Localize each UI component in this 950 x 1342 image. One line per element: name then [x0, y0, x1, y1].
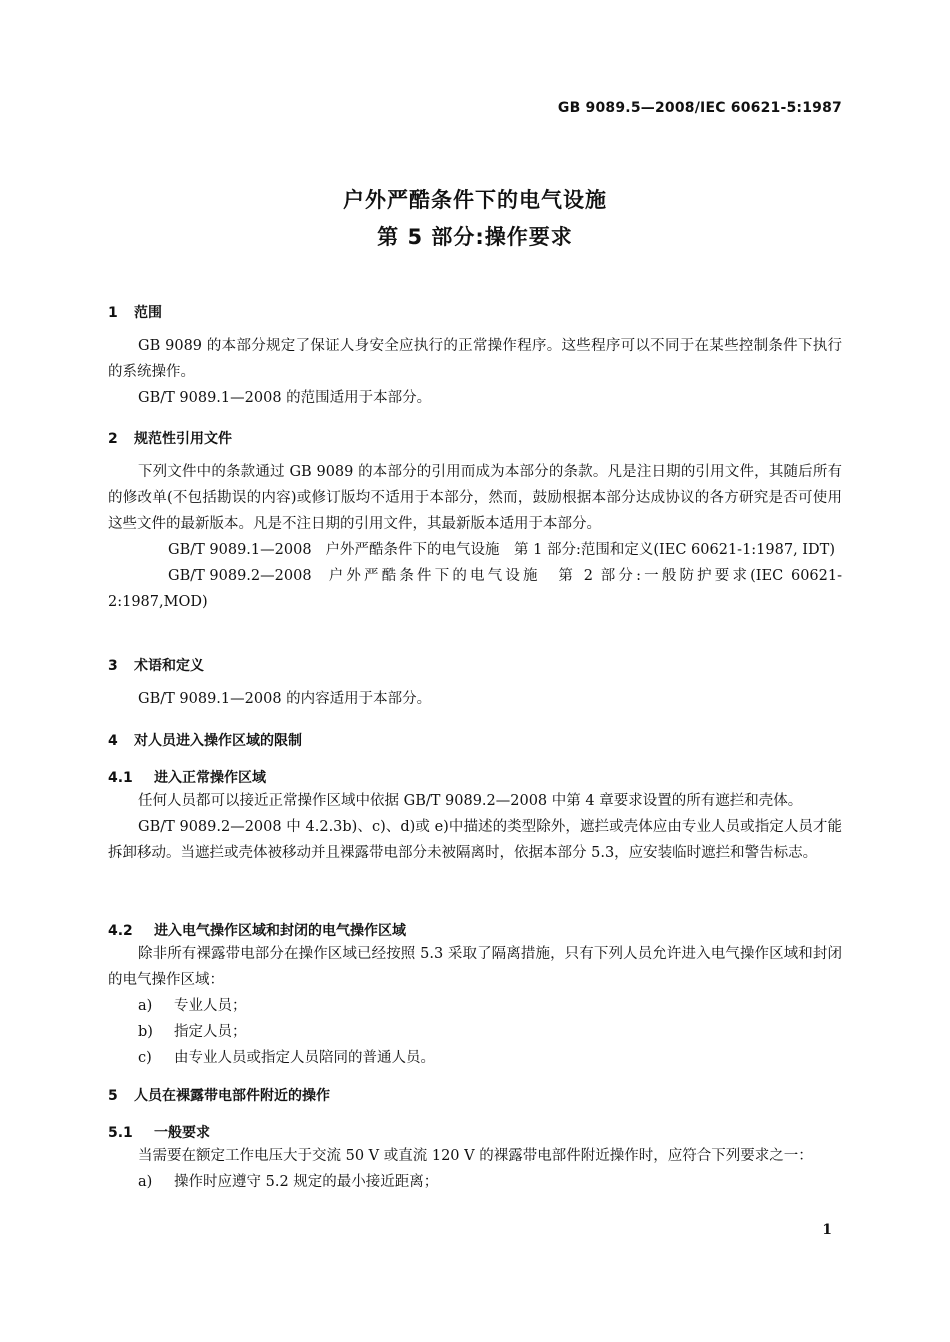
reference-code: GB/T 9089.1—2008 — [168, 542, 312, 558]
section-number: 4 — [108, 733, 118, 749]
document-subtitle: 第 5 部分:操作要求 — [377, 225, 573, 249]
paragraph: GB/T 9089.1—2008 的范围适用于本部分。 — [138, 390, 432, 406]
section-title: 对人员进入操作区域的限制 — [134, 733, 302, 749]
section-4 — [108, 730, 842, 750]
section-title: 人员在裸露带电部件附近的操作 — [134, 1088, 330, 1104]
subsection-number: 5.1 — [108, 1125, 133, 1141]
section-4-heading — [108, 730, 842, 750]
section-2-heading — [108, 428, 842, 448]
section-3-heading — [108, 655, 842, 675]
reference-title: 户外严酷条件下的电气设施 第 1 部分:范围和定义(IEC 60621-1:1987, IDT) — [325, 542, 835, 558]
subsection-5-1 — [108, 1122, 842, 1142]
subsection-heading — [108, 920, 842, 940]
list-marker: a) — [138, 998, 153, 1014]
page-number: 1 — [822, 1222, 832, 1238]
subsection-number: 4.2 — [108, 923, 133, 939]
section-number: 5 — [108, 1088, 118, 1104]
reference-code: GB/T 9089.2—2008 — [168, 568, 312, 584]
subsection-heading — [108, 1122, 842, 1142]
subsection-5-1-body — [108, 1143, 842, 1195]
list-item — [108, 1169, 842, 1195]
standard-code: GB 9089.5—2008/IEC 60621-5:1987 — [557, 100, 842, 116]
list-text: 指定人员； — [174, 1024, 247, 1040]
paragraph: 下列文件中的条款通过 GB 9089 的本部分的引用而成为本部分的条款。凡是注日期的引用文件，其随后所有的修改单(不包括勘误的内容)或修订版均不适用于本部分，然而，鼓励根据本部分达成协议的各方研究是否可使用这些文件的最新版本。凡是不注日期的引用文件，其最新版本适用于本部分。 — [108, 464, 842, 532]
paragraph: GB 9089 的本部分规定了保证人身安全应执行的正常操作程序。这些程序可以不同于在某些控制条件下执行的系统操作。 — [108, 338, 842, 380]
section-1 — [108, 302, 842, 322]
subsection-4-1 — [108, 767, 842, 787]
section-title: 规范性引用文件 — [134, 431, 232, 447]
section-number: 1 — [108, 305, 118, 321]
section-title: 范围 — [134, 305, 162, 321]
subsection-heading — [108, 767, 842, 787]
list-item — [108, 1045, 842, 1071]
section-2 — [108, 428, 842, 448]
subsection-4-2-body — [108, 941, 842, 1071]
section-3-body — [108, 686, 842, 712]
list-text: 专业人员； — [174, 998, 247, 1014]
list-item — [108, 1019, 842, 1045]
section-2-body — [108, 459, 842, 615]
section-1-body — [108, 333, 842, 411]
document-title: 户外严酷条件下的电气设施 — [343, 188, 607, 212]
list-marker: b) — [138, 1024, 153, 1040]
paragraph: 当需要在额定工作电压大于交流 50 V 或直流 120 V 的裸露带电部件附近操作时，应符合下列要求之一： — [138, 1148, 813, 1164]
paragraph: 任何人员都可以接近正常操作区域中依据 GB/T 9089.2—2008 中第 4 章要求设置的所有遮拦和壳体。 — [138, 793, 803, 809]
subsection-title: 进入正常操作区域 — [154, 770, 266, 786]
normative-reference-2 — [108, 563, 842, 615]
subsection-title: 一般要求 — [154, 1125, 210, 1141]
subsection-title: 进入电气操作区域和封闭的电气操作区域 — [154, 923, 406, 939]
paragraph: 除非所有裸露带电部分在操作区域已经按照 5.3 采取了隔离措施，只有下列人员允许进入电气操作区域和封闭的电气操作区域： — [108, 946, 842, 988]
list-text: 由专业人员或指定人员陪同的普通人员。 — [174, 1050, 435, 1066]
normative-reference-1 — [108, 537, 842, 563]
paragraph: GB/T 9089.1—2008 的内容适用于本部分。 — [138, 691, 432, 707]
list-item — [108, 993, 842, 1019]
subsection-number: 4.1 — [108, 770, 133, 786]
subsection-4-1-body — [108, 788, 842, 866]
section-title: 术语和定义 — [134, 658, 204, 674]
section-5-heading — [108, 1085, 842, 1105]
list-marker: c) — [138, 1050, 152, 1066]
subsection-4-2 — [108, 920, 842, 940]
paragraph: GB/T 9089.2—2008 中 4.2.3b)、c)、d)或 e)中描述的类型除外，遮拦或壳体应由专业人员或指定人员才能拆卸移动。当遮拦或壳体被移动并且裸露带电部分未被隔离时，依据本部分 5.3，应安装临时遮拦和警告标志。 — [108, 819, 842, 861]
list-text: 操作时应遵守 5.2 规定的最小接近距离； — [174, 1174, 439, 1190]
section-3 — [108, 655, 842, 675]
reference-title: 户外严酷条件下的电气设施 第 2 部分:一般防护要求(IEC 60621-2:1987,MOD) — [108, 568, 842, 610]
section-number: 2 — [108, 431, 118, 447]
section-number: 3 — [108, 658, 118, 674]
section-1-heading — [108, 302, 842, 322]
section-5 — [108, 1085, 842, 1105]
list-marker: a) — [138, 1174, 153, 1190]
